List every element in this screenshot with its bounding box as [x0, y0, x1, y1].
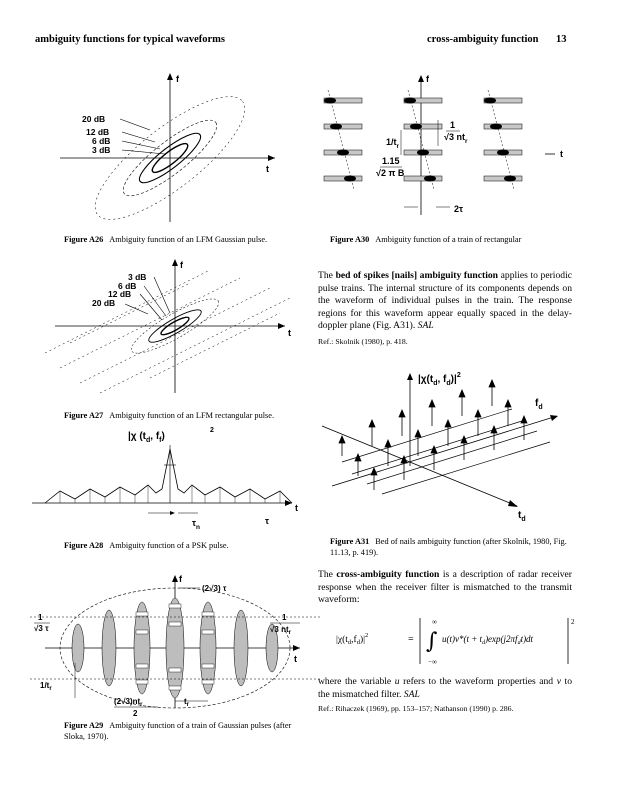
p2-body: is a description of radar receiver response when the receiver filter is mismatched to the transmit waveform: [318, 569, 572, 606]
a30-label-2tau: 2τ [454, 204, 464, 214]
caption-a30 [330, 234, 580, 245]
p3-pre: where the variable [318, 676, 395, 687]
a27-level-20db: 20 dB [92, 298, 116, 308]
a29-right-bot: √3 $nt_r$ [270, 625, 291, 636]
a29-top-label: (2√3) τ [202, 584, 227, 593]
p1-body: applies to periodic pulse trains. The internal structure of its components depends on the waveform of individual pulses in the train. The response regions for this waveform appear equally spaced in the delay-doppler plane (Fig. A31). [318, 270, 572, 332]
caption-a31 [330, 536, 580, 558]
a26-level-20db: 20 dB [82, 114, 106, 124]
a28-tau-n: $\tau_n$ [192, 518, 201, 531]
a30-label-2piB: √2 π B [376, 168, 405, 178]
a31-chi-label: $|\chi(t_d$, $f_d)|^2$ [418, 372, 461, 387]
caption-a28-label: Figure A28 [64, 541, 104, 550]
caption-a26-text: Ambiguity function of an LFM Gaussian pulse. [109, 235, 268, 244]
eq-upper-limit: ∞ [432, 618, 437, 626]
caption-a26-label: Figure A26 [64, 235, 104, 244]
caption-a31-text: Bed of nails ambiguity function (after Skolnik, 1980, Fig. 11.13, p. 419). [330, 537, 567, 557]
page-number: 13 [556, 34, 567, 45]
p1-pre: The [318, 270, 336, 281]
a27-level-12db: 12 dB [108, 289, 132, 299]
caption-a29-label: Figure A29 [64, 721, 104, 730]
a31-axis-td: $t_d$ [518, 510, 526, 523]
eq-integrand: $u(t)v*(t + t_d)\exp(j2\pi f_dt)dt$ [442, 634, 534, 646]
a30-label-1tr: $1/t_r$ [386, 137, 400, 150]
a29-axis-f: f [179, 574, 182, 584]
a29-one-over-tr: $1/t_r$ [40, 681, 52, 692]
reference-rihaczek: Ref.: Rihaczek (1969), pp. 153–157; Nathanson (1990) p. 286. [318, 704, 514, 713]
paragraph-bed-of-spikes [318, 270, 572, 333]
eq-integral: ∫ [426, 629, 438, 654]
a26-level-6db: 6 dB [92, 136, 111, 146]
p3-v: v [556, 676, 561, 687]
figure-a29 [30, 568, 320, 718]
figure-a31 [322, 366, 572, 531]
a27-level-3db: 3 dB [128, 272, 147, 282]
caption-a28 [64, 540, 314, 551]
caption-a28-text: Ambiguity function of a PSK pulse. [109, 541, 229, 550]
a29-axis-t: t [294, 654, 297, 664]
p3-signature: SAL [403, 688, 420, 700]
a27-axis-f: f [180, 260, 183, 270]
p2-pre: The [318, 569, 337, 580]
a28-chi-label: |χ ($t_d$, $f_f$) [128, 431, 165, 444]
caption-a27-text: Ambiguity function of an LFM rectangular pulse. [109, 411, 275, 420]
a29-right-top: 1 [282, 613, 287, 622]
p3-mid: refers to the waveform properties and [399, 676, 557, 687]
caption-a27 [64, 410, 314, 421]
eq-lower-limit: −∞ [428, 658, 437, 666]
caption-a29 [64, 720, 314, 742]
figure-a30 [318, 70, 578, 230]
a27-axis-t: t [288, 328, 291, 338]
p1-signature: SAL [417, 320, 434, 332]
reference-skolnik: Ref.: Skolnik (1980), p. 418. [318, 337, 408, 346]
paragraph-variables [318, 676, 572, 701]
p3-post: to the mismatched filter. [318, 676, 572, 700]
eq-lhs: $|\chi(t_d,f_d)|^2$ [336, 632, 369, 646]
running-head-right: cross-ambiguity function [427, 34, 539, 45]
figure-a28 [30, 425, 320, 535]
caption-a30-text: Ambiguity function of a train of rectangular [375, 235, 522, 244]
a28-axis-t: t [295, 503, 298, 513]
paragraph-cross-ambiguity [318, 569, 572, 607]
a29-bottom-num: $(2√3)nt_r$ [114, 697, 143, 708]
figure-a27 [30, 258, 320, 408]
a28-chi-square: 2 [210, 427, 214, 434]
a31-axis-fd: $f_d$ [535, 398, 543, 411]
a29-left-bot: √3 τ [34, 624, 49, 633]
eq-rhs-square: 2 [571, 618, 575, 626]
a29-bottom-den: 2 [133, 709, 138, 718]
eq-equals: = [408, 634, 414, 645]
a30-label-sqrt3nt: √3 $nt_r$ [444, 132, 468, 145]
p1-term: bed of spikes [nails] ambiguity function [335, 270, 499, 281]
a26-level-12db: 12 dB [86, 127, 110, 137]
a28-tau: τ [265, 516, 270, 526]
caption-a27-label: Figure A27 [64, 411, 104, 420]
a26-level-3db: 3 dB [92, 145, 111, 155]
caption-a30-label: Figure A30 [330, 235, 370, 244]
figure-a26 [30, 72, 320, 232]
a30-label-1: 1 [450, 120, 456, 130]
running-head-left: ambiguity functions for typical waveforms [35, 34, 225, 45]
caption-a31-label: Figure A31 [330, 537, 370, 546]
caption-a26 [64, 234, 314, 245]
a26-axis-t: t [266, 164, 269, 174]
p2-term: cross-ambiguity function [336, 569, 440, 580]
a30-axis-t: t [560, 149, 563, 159]
a27-level-6db: 6 dB [118, 281, 137, 291]
a26-axis-f: f [176, 74, 179, 84]
equation-cross-ambiguity [320, 612, 580, 670]
a30-axis-f: f [426, 74, 429, 84]
a29-tr: $t_r$ [184, 697, 190, 708]
caption-a29-text: Ambiguity function of a train of Gaussian pulses (after Sloka, 1970). [64, 721, 292, 741]
a29-left-top: 1 [38, 613, 43, 622]
p3-u: u [394, 676, 400, 687]
a30-label-115: 1.15 [382, 156, 400, 166]
